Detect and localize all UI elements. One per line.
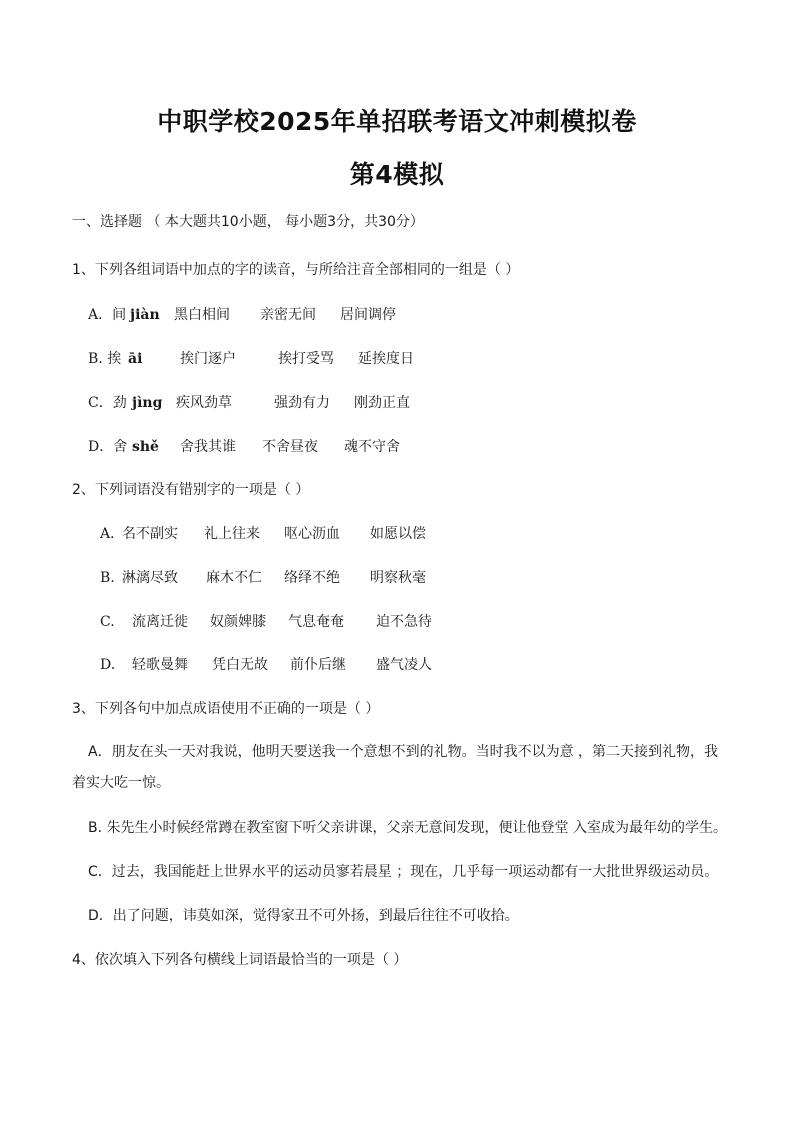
option-word: 名不副实: [122, 526, 178, 542]
option-word: 亲密无间: [260, 307, 316, 323]
option-word: 礼上往来: [204, 526, 260, 542]
question-2-stem: 2、下列词语没有错别字的一项是（ ）: [72, 482, 310, 498]
option-word: 轻歌曼舞: [132, 657, 188, 673]
q3-option-c: C．过去，我国能赶上世界水平的运动员寥若晨星 ；现在，几乎每一项运动都有一大批世界级运动员。: [88, 864, 719, 880]
option-letter: D.: [100, 657, 116, 673]
option-word: 挨打受骂: [278, 351, 334, 367]
option-word: 如愿以偿: [370, 526, 426, 542]
option-letter: B.: [100, 570, 115, 586]
question-4-stem: 4、依次填入下列各句横线上词语最恰当的一项是（ ）: [72, 952, 408, 968]
option-pinyin: jìng: [132, 395, 163, 411]
question-3-stem: 3、下列各句中加点成语使用不正确的一项是（ ）: [72, 701, 380, 717]
option-word: 挨门逐户: [180, 351, 236, 367]
option-word: 气息奄奄: [288, 614, 344, 630]
question-1-stem: 1、下列各组词语中加点的字的读音，与所给注音全部相同的一组是（ ）: [72, 262, 520, 278]
option-letter: C．劲: [88, 395, 127, 411]
option-letter: D．舍: [88, 439, 128, 455]
option-word: 络绎不绝: [284, 570, 340, 586]
q3-option-d: D．出了问题，讳莫如深，觉得家丑不可外扬，到最后往往不可收拾。: [88, 908, 519, 924]
option-word: 迫不急待: [376, 614, 432, 630]
option-word: 盛气凌人: [376, 657, 432, 673]
option-letter: B. 挨: [88, 351, 122, 367]
option-word: 麻木不仁: [206, 570, 262, 586]
option-word: 凭白无故: [212, 657, 268, 673]
exam-title: 中职学校2025年单招联考语文冲刺模拟卷: [157, 107, 637, 136]
option-word: 刚劲正直: [354, 395, 410, 411]
option-word: 不舍昼夜: [262, 439, 318, 455]
exam-subtitle: 第4模拟: [349, 160, 445, 189]
option-word: 流离迁徙: [132, 614, 188, 630]
option-word: 魂不守舍: [344, 439, 400, 455]
option-letter: A．: [100, 526, 125, 542]
option-word: 呕心沥血: [284, 526, 340, 542]
option-word: 前仆后继: [290, 657, 346, 673]
option-word: 淋漓尽致: [122, 570, 178, 586]
q3-option-a: A．朋友在头一天对我说，他明天要送我一个意想不到的礼物。当时我不以为意 ，第二天接到礼物，我着实大吃一惊。: [72, 744, 719, 791]
option-pinyin: āi: [128, 351, 143, 367]
q3-option-b: B. 朱先生小时候经常蹲在教室窗下听父亲讲课，父亲无意间发现，便让他登堂 入室成为最年幼的学生。: [88, 820, 727, 836]
option-word: 延挨度日: [358, 351, 414, 367]
option-letter: C.: [100, 614, 115, 630]
option-word: 居间调停: [340, 307, 396, 323]
option-word: 舍我其谁: [180, 439, 236, 455]
option-word: 明察秋毫: [370, 570, 426, 586]
option-word: 奴颜婢膝: [210, 614, 266, 630]
option-word: 疾风劲草: [176, 395, 232, 411]
option-word: 强劲有力: [274, 395, 330, 411]
option-letter: A．间: [88, 307, 127, 323]
section-heading: 一、选择题 （ 本大题共10小题， 每小题3分，共30分）: [72, 214, 424, 230]
option-pinyin: jiàn: [130, 307, 160, 323]
option-pinyin: shě: [132, 439, 159, 455]
option-word: 黑白相间: [174, 307, 230, 323]
